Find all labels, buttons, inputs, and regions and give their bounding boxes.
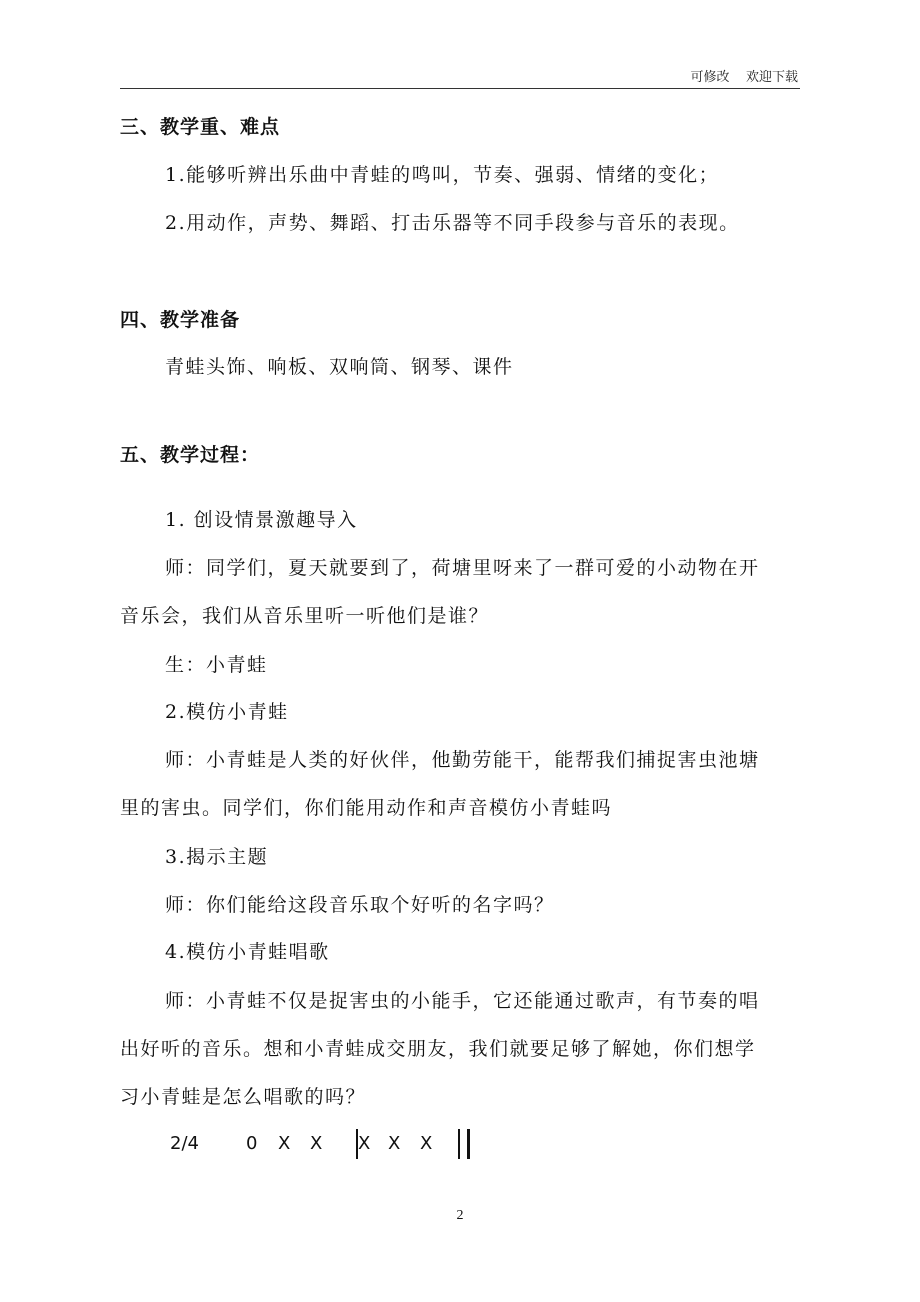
section3-item-2: 2.用动作，声势、舞蹈、打击乐器等不同手段参与音乐的表现。 — [165, 212, 740, 234]
section3-item-1: 1.能够听辨出乐曲中青蛙的鸣叫，节奏、强弱、情绪的变化； — [165, 164, 720, 186]
step4-teacher-line2: 出好听的音乐。想和小青蛙成交朋友，我们就要足够了解她，你们想学 — [120, 1038, 756, 1060]
step1-teacher-line1: 师：同学们，夏天就要到了，荷塘里呀来了一群可爱的小动物在开 — [165, 557, 760, 579]
rhythm-note: X — [278, 1133, 291, 1154]
step3-title: 3.揭示主题 — [165, 846, 269, 868]
section4-content: 青蛙头饰、响板、双响筒、钢琴、课件 — [165, 356, 514, 378]
rhythm-note: X — [420, 1133, 433, 1154]
step2-teacher-line2: 里的害虫。同学们，你们能用动作和声音模仿小青蛙吗 — [120, 797, 613, 819]
step4-teacher-line3: 习小青蛙是怎么唱歌的吗？ — [120, 1086, 367, 1108]
step1-student: 生：小青蛙 — [165, 654, 268, 676]
step1-teacher-line2: 音乐会，我们从音乐里听一听他们是谁？ — [120, 605, 490, 627]
step2-title: 2.模仿小青蛙 — [165, 701, 289, 723]
step4-title: 4.模仿小青蛙唱歌 — [165, 941, 330, 963]
step2-teacher-line1: 师：小青蛙是人类的好伙伴，他勤劳能干，能帮我们捕捉害虫池塘 — [165, 749, 760, 771]
step1-title: 1. 创设情景激趣导入 — [165, 509, 358, 531]
rhythm-note: X — [310, 1133, 323, 1154]
header-rule — [120, 88, 800, 89]
section3-title: 三、教学重、难点 — [120, 116, 281, 138]
final-bar-line-thick — [467, 1129, 470, 1159]
header-note: 可修改 欢迎下载 — [690, 70, 798, 85]
step4-teacher-line1: 师：小青蛙不仅是捉害虫的小能手，它还能通过歌声，有节奏的唱 — [165, 990, 760, 1012]
step3-teacher: 师：你们能给这段音乐取个好听的名字吗？ — [165, 894, 555, 916]
rhythm-note: X — [358, 1133, 371, 1154]
rhythm-note: X — [388, 1133, 401, 1154]
section5-title: 五、教学过程： — [120, 444, 261, 466]
page-number: 2 — [456, 1208, 464, 1223]
time-signature: 2/4 — [170, 1133, 199, 1154]
final-bar-line-thin — [458, 1129, 460, 1159]
rhythm-note: 0 — [246, 1133, 258, 1154]
section4-title: 四、教学准备 — [120, 309, 241, 331]
rhythm-notation — [170, 1129, 490, 1161]
